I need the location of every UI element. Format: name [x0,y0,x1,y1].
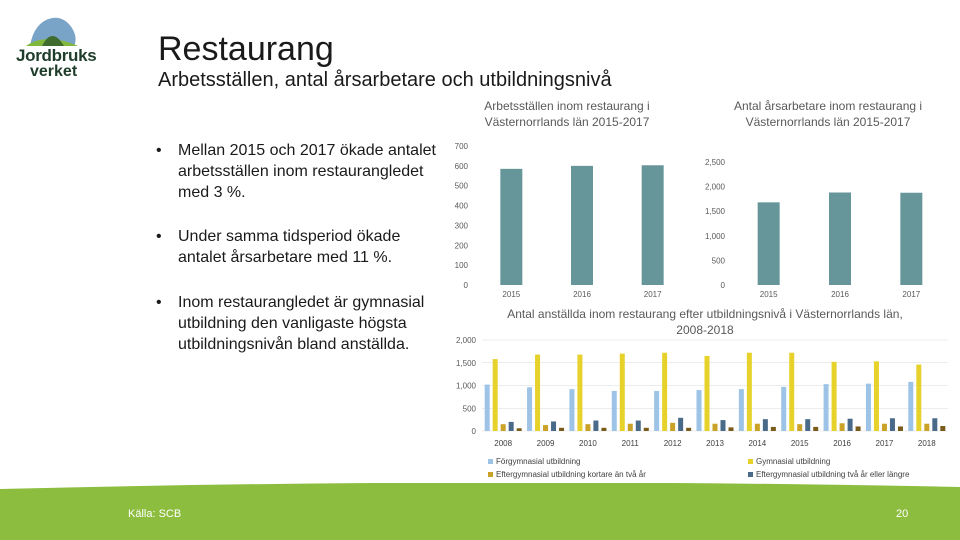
legend-item-series2 [748,457,830,466]
bar [856,426,861,431]
bar [866,384,871,431]
y-tick-label: 1,000 [455,381,476,391]
bar [612,391,617,431]
bar [593,421,598,431]
x-tick-label: 2017 [643,290,662,299]
bar [832,362,837,431]
bar [908,382,913,431]
bar [763,419,768,431]
logo-wordmark-line2: verket [30,63,78,80]
bar [829,193,851,285]
x-tick-label: 2016 [833,439,851,448]
bar [758,202,780,285]
bar [898,426,903,431]
chart1-title: Arbetsställen inom restaurang i Västernorrlands län 2015-2017 [484,99,650,129]
y-tick-label: 1,000 [704,231,725,241]
legend-swatch [488,472,493,477]
x-tick-label: 2015 [502,290,521,299]
bar [824,384,829,431]
bar [628,424,633,431]
bar [747,353,752,431]
x-tick-label: 2014 [748,439,767,448]
chart3-education-level [456,336,948,448]
bar [713,424,718,431]
logo-wordmark-line1: Jordbruks [16,46,97,65]
slide-title: Restaurang [158,30,334,68]
x-tick-label: 2018 [917,439,936,448]
y-tick-label: 0 [463,281,468,290]
page-number: 20 [896,508,909,520]
x-tick-label: 2016 [573,290,591,299]
bar [636,421,641,431]
x-tick-label: 2013 [706,439,724,448]
legend-label: Eftergymnasial utbildning kortare än två år [496,470,646,479]
x-tick-label: 2017 [902,290,921,299]
y-tick-label: 700 [454,142,468,151]
bar [670,423,675,431]
y-tick-label: 400 [454,201,468,211]
bar [620,354,625,431]
bar [551,421,556,431]
bullet-item: • Under samma tidsperiod ökade antalet årsarbetare med 11 %. [152,226,452,268]
bar [601,428,606,431]
bar [840,423,845,431]
source-note: Källa: SCB [128,508,182,520]
chart2-annual-workers [705,158,922,299]
y-tick-label: 500 [711,256,725,266]
bar [543,425,548,431]
bar [848,419,853,431]
bar [882,424,887,431]
bar [729,427,734,431]
bar [569,389,574,431]
bar [686,428,691,431]
y-tick-label: 0 [720,281,725,290]
bar [662,353,667,431]
bar [916,365,921,431]
chart2-title: Antal årsarbetare inom restaurang i Västernorrlands län 2015-2017 [733,99,923,129]
bar [559,428,564,431]
bar [697,390,702,431]
bullet-item: • Inom restaurangledet är gymnasial utbildning den vanligaste högsta utbildningsnivån bland anställda. [152,292,452,355]
bar [485,385,490,431]
x-tick-label: 2015 [759,290,778,299]
y-tick-label: 2,000 [455,336,476,345]
bar [739,389,744,431]
y-tick-label: 0 [471,427,476,436]
y-tick-label: 1,500 [455,358,476,368]
bar [527,387,532,431]
y-tick-label: 100 [454,261,468,271]
legend-label: Gymnasial utbildning [756,457,831,466]
y-tick-label: 200 [454,241,468,251]
bar [874,361,879,431]
bar [900,193,922,285]
bar [509,422,514,431]
bar [644,428,649,431]
legend-swatch [748,459,753,464]
y-tick-label: 2,500 [704,158,725,167]
y-tick-label: 300 [454,221,468,231]
chart3-title: Antal anställda inom restaurang efter utbildningsnivå i Västernorrlands län, 2008-2018 [507,307,903,337]
y-tick-label: 500 [462,404,476,414]
bar [789,353,794,431]
legend-item-series3 [488,470,646,479]
bar [654,391,659,431]
x-tick-label: 2017 [875,439,894,448]
x-tick-label: 2009 [536,439,555,448]
x-tick-label: 2008 [494,439,513,448]
legend-label: Eftergymnasial utbildning två år eller längre [756,470,910,479]
bar [940,426,945,431]
legend-item-series4 [748,470,909,479]
bar [781,387,786,431]
bar [493,359,498,431]
bar [678,418,683,431]
legend-swatch [748,472,753,477]
bar [797,424,802,431]
slide-subtitle: Arbetsställen, antal årsarbetare och utbildningsnivå [158,69,612,91]
bar [517,428,522,431]
bar [721,420,726,431]
x-tick-label: 2016 [831,290,849,299]
x-tick-label: 2011 [621,439,639,448]
bar [501,424,506,431]
bar [585,424,590,431]
bar [755,424,760,431]
y-tick-label: 600 [454,161,468,171]
x-tick-label: 2010 [579,439,597,448]
bar [813,427,818,431]
bar [571,166,593,285]
bar [890,418,895,431]
bar [932,418,937,431]
bar [642,165,664,285]
bar [805,419,810,431]
bullet-item: • Mellan 2015 och 2017 ökade antalet arbetsställen inom restaurangledet med 3 %. [152,140,452,203]
bar [577,355,582,431]
bar [924,424,929,431]
y-tick-label: 2,000 [704,182,725,192]
legend-label: Förgymnasial utbildning [496,457,581,466]
y-tick-label: 1,500 [704,207,725,217]
chart1-workplaces [455,142,664,299]
x-tick-label: 2012 [663,439,682,448]
y-tick-label: 500 [454,181,468,191]
bar [535,355,540,431]
legend-item-series1 [488,457,581,466]
legend-swatch [488,459,493,464]
bar [500,169,522,285]
bar [705,356,710,431]
x-tick-label: 2015 [790,439,809,448]
bar [771,427,776,431]
